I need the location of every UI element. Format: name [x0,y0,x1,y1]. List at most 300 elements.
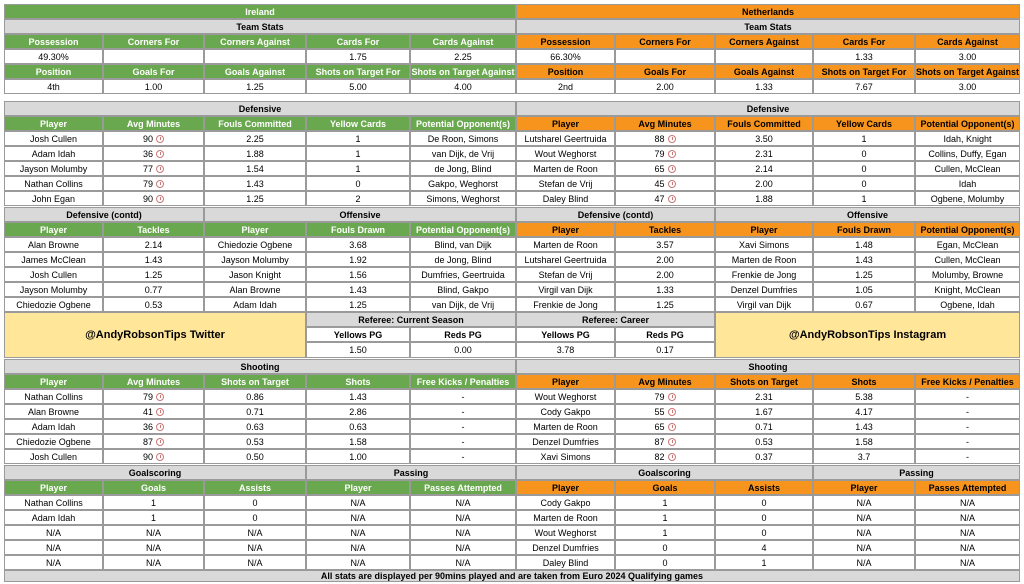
ireland-stat-header: Possession [4,34,103,49]
ireland-stat-header: Shots on Target Against [410,64,516,79]
ireland-team-stats-title: Team Stats [4,19,516,34]
netherlands-goalscoring-cell: 1 [615,525,715,540]
netherlands-passing-cell: N/A [915,510,1020,525]
ireland-goalscoring-cell: N/A [4,555,103,570]
netherlands-shooting-minutes [615,404,715,419]
netherlands-stat-header: Corners For [615,34,715,49]
ireland-offensive-cell: Blind, Gakpo [410,282,516,297]
netherlands-goalscoring-cell: 0 [615,555,715,570]
ireland-defensive-cell: 1.25 [204,191,306,206]
netherlands-shooting-minutes [615,389,715,404]
ireland-defensive-minutes [103,146,204,161]
ireland-shooting-minutes [103,449,204,464]
netherlands-stat-value: 66.30% [516,49,615,64]
netherlands-passing-cell: N/A [915,555,1020,570]
referee-header: Yellows PG [516,327,615,342]
ireland-shooting-title: Shooting [4,359,516,374]
netherlands-shooting-cell: 5.38 [813,389,915,404]
netherlands-defensive-contd-cell: Stefan de Vrij [516,267,615,282]
netherlands-offensive-cell: 1.05 [813,282,915,297]
netherlands-goalscoring-cell: Wout Weghorst [516,525,615,540]
netherlands-defensive-contd-cell: 1.33 [615,282,715,297]
netherlands-shooting-cell: Wout Weghorst [516,389,615,404]
ireland-shooting-header: Shots on Target [204,374,306,389]
ireland-title: Ireland [4,4,516,19]
ireland-shooting-header: Free Kicks / Penalties [410,374,516,389]
ireland-offensive-cell: 1.92 [306,252,410,267]
ireland-offensive-cell: Jayson Molumby [204,252,306,267]
ireland-defensive-contd-cell: 1.43 [103,252,204,267]
netherlands-shooting-minutes [615,449,715,464]
netherlands-stat-header: Corners Against [715,34,813,49]
netherlands-defensive-contd-cell: Virgil van Dijk [516,282,615,297]
netherlands-stat-value: 3.00 [915,49,1020,64]
stopwatch-icon [156,423,164,431]
netherlands-shooting-cell: 1.67 [715,404,813,419]
netherlands-stat-header: Shots on Target Against [915,64,1020,79]
netherlands-passing-cell: N/A [915,525,1020,540]
netherlands-stat-header: Goals For [615,64,715,79]
ireland-offensive-cell: 1.25 [306,297,410,312]
ireland-defensive-cell: 1 [306,161,410,176]
ireland-shooting-cell: Chiedozie Ogbene [4,434,103,449]
ireland-defensive-contd-header: Player [4,222,103,237]
ireland-offensive-header: Potential Opponent(s) [410,222,516,237]
ireland-shooting-header: Player [4,374,103,389]
ireland-stat-header: Corners For [103,34,204,49]
netherlands-shooting-header: Shots on Target [715,374,813,389]
ireland-defensive-title: Defensive [4,101,516,116]
ireland-goalscoring-cell: Nathan Collins [4,495,103,510]
ireland-defensive-cell: Josh Cullen [4,131,103,146]
stopwatch-icon [156,408,164,416]
netherlands-defensive-contd-header: Tackles [615,222,715,237]
ireland-stat-value: 1.75 [306,49,410,64]
ireland-shooting-cell: 0.63 [306,419,410,434]
netherlands-defensive-cell: Collins, Duffy, Egan [915,146,1020,161]
netherlands-shooting-minutes [615,419,715,434]
ireland-defensive-minutes [103,161,204,176]
ireland-passing-cell: N/A [306,555,410,570]
stopwatch-icon [668,135,676,143]
ireland-offensive-header: Fouls Drawn [306,222,410,237]
ireland-goalscoring-title: Goalscoring [4,465,306,480]
minutes-value: 79 [654,148,665,159]
netherlands-passing-cell: N/A [813,555,915,570]
minutes-value: 47 [654,193,665,204]
stopwatch-icon [668,195,676,203]
ireland-offensive-cell: 3.68 [306,237,410,252]
ireland-offensive-cell: de Jong, Blind [410,252,516,267]
netherlands-offensive-cell: Frenkie de Jong [715,267,813,282]
netherlands-offensive-title: Offensive [715,207,1020,222]
ireland-shooting-cell: - [410,419,516,434]
ireland-goalscoring-header: Goals [103,480,204,495]
ireland-defensive-header: Avg Minutes [103,116,204,131]
ireland-passing-cell: N/A [306,495,410,510]
netherlands-stat-header: Cards For [813,34,915,49]
stopwatch-icon [668,393,676,401]
ireland-defensive-cell: 2 [306,191,410,206]
ireland-stat-header: Goals Against [204,64,306,79]
ireland-shooting-cell: 1.58 [306,434,410,449]
netherlands-passing-cell: N/A [915,495,1020,510]
ireland-goalscoring-cell: N/A [4,525,103,540]
netherlands-stat-header: Cards Against [915,34,1020,49]
netherlands-shooting-cell: 0.71 [715,419,813,434]
ireland-shooting-cell: 0.71 [204,404,306,419]
ireland-defensive-minutes [103,131,204,146]
netherlands-offensive-header: Player [715,222,813,237]
netherlands-offensive-cell: Ogbene, Idah [915,297,1020,312]
netherlands-shooting-minutes [615,434,715,449]
netherlands-defensive-cell: 0 [813,146,915,161]
netherlands-passing-cell: N/A [813,495,915,510]
twitter-promo[interactable]: @AndyRobsonTips Twitter [4,312,306,358]
netherlands-shooting-cell: - [915,389,1020,404]
ireland-shooting-minutes [103,434,204,449]
minutes-value: 88 [654,133,665,144]
netherlands-goalscoring-header: Goals [615,480,715,495]
netherlands-stat-value [715,49,813,64]
netherlands-passing-cell: N/A [813,540,915,555]
ireland-stat-value [204,49,306,64]
ireland-passing-header: Player [306,480,410,495]
netherlands-defensive-header: Fouls Committed [715,116,813,131]
netherlands-passing-cell: N/A [915,540,1020,555]
minutes-value: 36 [142,148,153,159]
netherlands-offensive-header: Potential Opponent(s) [915,222,1020,237]
netherlands-defensive-contd-header: Player [516,222,615,237]
ireland-shooting-header: Avg Minutes [103,374,204,389]
netherlands-shooting-cell: 0.37 [715,449,813,464]
netherlands-goalscoring-cell: 0 [715,525,813,540]
netherlands-goalscoring-header: Assists [715,480,813,495]
ireland-shooting-cell: 1.43 [306,389,410,404]
ireland-defensive-contd-cell: Chiedozie Ogbene [4,297,103,312]
netherlands-defensive-header: Player [516,116,615,131]
referee-header: Reds PG [410,327,516,342]
netherlands-defensive-contd-cell: Lutsharel Geertruida [516,252,615,267]
ireland-shooting-cell: 2.86 [306,404,410,419]
ireland-defensive-cell: 1.43 [204,176,306,191]
netherlands-shooting-cell: 1.58 [813,434,915,449]
netherlands-defensive-cell: 0 [813,176,915,191]
ireland-defensive-cell: 1.88 [204,146,306,161]
netherlands-stat-value: 3.00 [915,79,1020,94]
footer-note: All stats are displayed per 90mins played and are taken from Euro 2024 Qualifying games [4,570,1020,582]
stopwatch-icon [668,408,676,416]
netherlands-offensive-cell: Molumby, Browne [915,267,1020,282]
stopwatch-icon [156,180,164,188]
referee-header: Reds PG [615,327,715,342]
netherlands-shooting-header: Shots [813,374,915,389]
stopwatch-icon [156,195,164,203]
ireland-goalscoring-cell: N/A [204,525,306,540]
minutes-value: 79 [142,391,153,402]
ireland-shooting-minutes [103,389,204,404]
netherlands-defensive-minutes [615,131,715,146]
netherlands-goalscoring-header: Player [516,480,615,495]
ireland-stat-value: 49.30% [4,49,103,64]
netherlands-defensive-cell: 3.50 [715,131,813,146]
netherlands-passing-header: Player [813,480,915,495]
netherlands-shooting-title: Shooting [516,359,1020,374]
ireland-defensive-cell: Nathan Collins [4,176,103,191]
ireland-defensive-cell: van Dijk, de Vrij [410,146,516,161]
ireland-stat-header: Goals For [103,64,204,79]
ireland-goalscoring-header: Player [4,480,103,495]
netherlands-defensive-cell: Ogbene, Molumby [915,191,1020,206]
minutes-value: 90 [142,133,153,144]
netherlands-shooting-header: Free Kicks / Penalties [915,374,1020,389]
ireland-offensive-cell: Jason Knight [204,267,306,282]
netherlands-shooting-cell: - [915,404,1020,419]
ireland-passing-cell: N/A [306,540,410,555]
ireland-shooting-cell: Adam Idah [4,419,103,434]
ireland-defensive-contd-cell: 0.53 [103,297,204,312]
ireland-defensive-header: Fouls Committed [204,116,306,131]
netherlands-shooting-cell: Xavi Simons [516,449,615,464]
ireland-shooting-header: Shots [306,374,410,389]
netherlands-stat-value: 1.33 [715,79,813,94]
stopwatch-icon [668,453,676,461]
minutes-value: 90 [142,451,153,462]
netherlands-passing-title: Passing [813,465,1020,480]
netherlands-defensive-contd-cell: Marten de Roon [516,237,615,252]
ireland-stat-header: Position [4,64,103,79]
ireland-stat-value: 2.25 [410,49,516,64]
ireland-defensive-contd-cell: 1.25 [103,267,204,282]
stopwatch-icon [156,438,164,446]
ireland-shooting-cell: Alan Browne [4,404,103,419]
netherlands-offensive-cell: 0.67 [813,297,915,312]
ireland-defensive-cell: 2.25 [204,131,306,146]
netherlands-defensive-header: Avg Minutes [615,116,715,131]
netherlands-shooting-cell: Cody Gakpo [516,404,615,419]
ireland-stat-value: 1.25 [204,79,306,94]
netherlands-defensive-minutes [615,191,715,206]
netherlands-stat-value: 2.00 [615,79,715,94]
netherlands-defensive-contd-cell: 3.57 [615,237,715,252]
netherlands-defensive-minutes [615,161,715,176]
minutes-value: 36 [142,421,153,432]
netherlands-stat-value: 7.67 [813,79,915,94]
netherlands-shooting-cell: Denzel Dumfries [516,434,615,449]
minutes-value: 79 [142,178,153,189]
netherlands-defensive-cell: Idah, Knight [915,131,1020,146]
netherlands-stat-value: 2nd [516,79,615,94]
netherlands-shooting-cell: 2.31 [715,389,813,404]
ireland-goalscoring-cell: 1 [103,495,204,510]
stats-sheet [4,4,1020,582]
ireland-offensive-cell: Alan Browne [204,282,306,297]
ireland-goalscoring-cell: 0 [204,510,306,525]
netherlands-defensive-cell: Lutsharel Geertruida [516,131,615,146]
ireland-goalscoring-cell: N/A [103,525,204,540]
ireland-passing-cell: N/A [306,525,410,540]
ireland-goalscoring-header: Assists [204,480,306,495]
ireland-offensive-header: Player [204,222,306,237]
ireland-shooting-cell: - [410,389,516,404]
netherlands-stat-header: Shots on Target For [813,64,915,79]
netherlands-goalscoring-title: Goalscoring [516,465,813,480]
ireland-defensive-minutes [103,191,204,206]
ireland-passing-cell: N/A [306,510,410,525]
netherlands-defensive-title: Defensive [516,101,1020,116]
netherlands-defensive-cell: 1 [813,131,915,146]
minutes-value: 77 [142,163,153,174]
netherlands-defensive-cell: 2.31 [715,146,813,161]
ireland-stat-value: 4th [4,79,103,94]
netherlands-defensive-contd-cell: 2.00 [615,252,715,267]
ireland-defensive-header: Potential Opponent(s) [410,116,516,131]
ireland-defensive-cell: 1 [306,131,410,146]
referee-career-reds: 0.17 [615,342,715,358]
referee-career-yellows: 3.78 [516,342,615,358]
netherlands-defensive-contd-cell: 1.25 [615,297,715,312]
netherlands-shooting-cell: 3.7 [813,449,915,464]
netherlands-shooting-cell: 1.43 [813,419,915,434]
ireland-goalscoring-cell: 1 [103,510,204,525]
netherlands-goalscoring-cell: Marten de Roon [516,510,615,525]
referee-career-title: Referee: Career [516,312,715,327]
minutes-value: 65 [654,163,665,174]
ireland-shooting-cell: - [410,434,516,449]
ireland-shooting-minutes [103,419,204,434]
ireland-goalscoring-cell: N/A [103,555,204,570]
netherlands-passing-cell: N/A [813,510,915,525]
netherlands-defensive-cell: 0 [813,161,915,176]
minutes-value: 90 [142,193,153,204]
stopwatch-icon [668,423,676,431]
netherlands-stat-value [615,49,715,64]
ireland-passing-header: Passes Attempted [410,480,516,495]
netherlands-shooting-cell: Marten de Roon [516,419,615,434]
netherlands-offensive-cell: 1.43 [813,252,915,267]
ireland-offensive-cell: Blind, van Dijk [410,237,516,252]
ireland-passing-cell: N/A [410,495,516,510]
minutes-value: 65 [654,421,665,432]
netherlands-shooting-cell: - [915,434,1020,449]
ireland-shooting-cell: Josh Cullen [4,449,103,464]
minutes-value: 45 [654,178,665,189]
minutes-value: 87 [654,436,665,447]
ireland-offensive-cell: 1.43 [306,282,410,297]
netherlands-goalscoring-cell: Denzel Dumfries [516,540,615,555]
netherlands-offensive-cell: 1.48 [813,237,915,252]
netherlands-goalscoring-cell: 0 [715,495,813,510]
netherlands-goalscoring-cell: 1 [715,555,813,570]
ireland-defensive-cell: Simons, Weghorst [410,191,516,206]
ireland-stat-header: Cards For [306,34,410,49]
netherlands-shooting-cell: - [915,449,1020,464]
netherlands-stat-header: Possession [516,34,615,49]
netherlands-offensive-cell: Denzel Dumfries [715,282,813,297]
ireland-defensive-cell: 0 [306,176,410,191]
ireland-stat-header: Cards Against [410,34,516,49]
ireland-goalscoring-cell: N/A [204,540,306,555]
netherlands-shooting-header: Player [516,374,615,389]
ireland-defensive-minutes [103,176,204,191]
netherlands-defensive-minutes [615,176,715,191]
netherlands-defensive-minutes [615,146,715,161]
netherlands-defensive-cell: Marten de Roon [516,161,615,176]
ireland-defensive-cell: 1.54 [204,161,306,176]
netherlands-offensive-cell: Marten de Roon [715,252,813,267]
ireland-defensive-cell: Gakpo, Weghorst [410,176,516,191]
ireland-defensive-cell: 1 [306,146,410,161]
ireland-offensive-title: Offensive [204,207,516,222]
referee-current-title: Referee: Current Season [306,312,516,327]
ireland-stat-header: Corners Against [204,34,306,49]
netherlands-shooting-header: Avg Minutes [615,374,715,389]
ireland-shooting-cell: 0.63 [204,419,306,434]
ireland-defensive-contd-header: Tackles [103,222,204,237]
ireland-shooting-cell: 0.53 [204,434,306,449]
ireland-defensive-contd-cell: 2.14 [103,237,204,252]
netherlands-offensive-cell: Xavi Simons [715,237,813,252]
netherlands-goalscoring-cell: 0 [615,540,715,555]
netherlands-defensive-contd-cell: Frenkie de Jong [516,297,615,312]
ireland-shooting-minutes [103,404,204,419]
netherlands-defensive-cell: 1.88 [715,191,813,206]
netherlands-defensive-cell: Stefan de Vrij [516,176,615,191]
netherlands-stat-header: Goals Against [715,64,813,79]
ireland-defensive-contd-cell: Jayson Molumby [4,282,103,297]
netherlands-goalscoring-cell: Cody Gakpo [516,495,615,510]
ireland-offensive-cell: Adam Idah [204,297,306,312]
ireland-defensive-header: Player [4,116,103,131]
ireland-offensive-cell: van Dijk, de Vrij [410,297,516,312]
stopwatch-icon [156,150,164,158]
ireland-defensive-contd-cell: 0.77 [103,282,204,297]
netherlands-shooting-cell: 4.17 [813,404,915,419]
stopwatch-icon [156,453,164,461]
ireland-shooting-cell: 1.00 [306,449,410,464]
netherlands-offensive-cell: 1.25 [813,267,915,282]
ireland-shooting-cell: 0.50 [204,449,306,464]
netherlands-team-stats-title: Team Stats [516,19,1020,34]
stopwatch-icon [156,393,164,401]
netherlands-offensive-cell: Knight, McClean [915,282,1020,297]
netherlands-goalscoring-cell: Daley Blind [516,555,615,570]
ireland-defensive-cell: Jayson Molumby [4,161,103,176]
ireland-defensive-cell: Adam Idah [4,146,103,161]
ireland-offensive-cell: Chiedozie Ogbene [204,237,306,252]
ireland-defensive-cell: De Roon, Simons [410,131,516,146]
netherlands-defensive-cell: 2.14 [715,161,813,176]
ireland-passing-cell: N/A [410,555,516,570]
ireland-passing-cell: N/A [410,525,516,540]
stopwatch-icon [668,438,676,446]
netherlands-stat-value: 1.33 [813,49,915,64]
ireland-defensive-contd-title: Defensive (contd) [4,207,204,222]
netherlands-offensive-cell: Egan, McClean [915,237,1020,252]
minutes-value: 41 [142,406,153,417]
netherlands-offensive-cell: Virgil van Dijk [715,297,813,312]
netherlands-goalscoring-cell: 1 [615,495,715,510]
ireland-stat-value: 4.00 [410,79,516,94]
ireland-passing-cell: N/A [410,540,516,555]
netherlands-goalscoring-cell: 1 [615,510,715,525]
stopwatch-icon [156,135,164,143]
referee-current-yellows: 1.50 [306,342,410,358]
instagram-promo[interactable]: @AndyRobsonTips Instagram [715,312,1020,358]
netherlands-defensive-cell: Idah [915,176,1020,191]
ireland-defensive-contd-cell: Alan Browne [4,237,103,252]
ireland-defensive-cell: de Jong, Blind [410,161,516,176]
